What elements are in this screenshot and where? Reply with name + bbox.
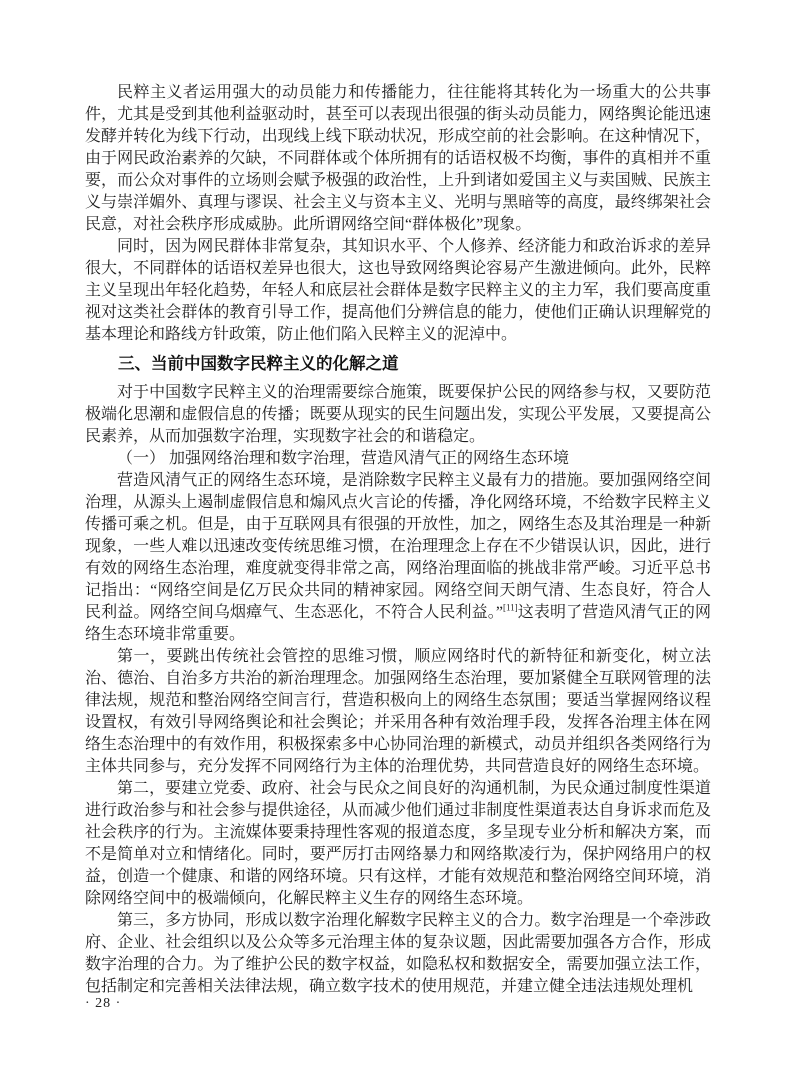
subsection-heading: （一） 加强网络治理和数字治理，营造风清气正的网络生态环境 (117, 450, 570, 467)
paragraph-populist-mobilization: 民粹主义者运用强大的动员能力和传播能力，往往能将其转化为一场重大的公共事件，尤其是受到其他利益驱动时，甚至可以表现出很强的街头动员能力，网络舆论能迅速发酵并转化为线下行动，出现线上线下联动状况，形成空前的社会影响。在这种情况下，由于网民政治素养的欠缺，不同群体或个体所拥有的话语权极不均衡，事件的真相并不重要，而公众对事件的立场则会赋予极强的政治性，上升到诸如爱国主义与卖国贼、民族主义与崇洋媚外、真理与谬误、社会主义与资本主义、光明与黑暗等的高度，最终绑架社会民意，对社会秩序形成威胁。此所谓网络空间“群体极化”现象。 (85, 84, 711, 233)
paragraph-network-ecology (85, 470, 711, 646)
paragraph-point-three: 第三，多方协同，形成以数字治理化解数字民粹主义的合力。数字治理是一个牵涉政府、企业、社会组织以及公众等多元治理主体的复杂议题，因此需要加强各方合作，形成数字治理的合力。为了维护公民的数字权益，如隐私权和数据安全，需要加强立法工作，包括制定和完善相关法律法规，确立数字技术的使用规范，并建立健全违法违规处理机 (85, 912, 711, 995)
paragraph-point-two: 第二，要建立党委、政府、社会与民众之间良好的沟通机制，为民众通过制度性渠道进行政治参与和社会参与提供途径，从而减少他们通过非制度性渠道表达自身诉求而危及社会秩序的行为。主流媒体要秉持理性客观的报道态度，多呈现专业分析和解决方案，而不是简单对立和情绪化。同时，要严厉打击网络暴力和网络欺凌行为，保护网络用户的权益，创造一个健康、和谐的网络环境。只有这样，才能有效规范和整治网络空间环境，消除网络空间中的极端倾向，化解民粹主义生存的网络生态环境。 (85, 780, 711, 907)
paragraph-netizen-complexity: 同时，因为网民群体非常复杂，其知识水平、个人修养、经济能力和政治诉求的差异很大，不同群体的话语权差异也很大，这也导致网络舆论容易产生激进倾向。此外，民粹主义呈现出年轻化趋势，年轻人和底层社会群体是数字民粹主义的主力军，我们要高度重视对这类社会群体的教育引导工作，提高他们分辨信息的能力，使他们正确认识理解党的基本理论和路线方针政策，防止他们陷入民粹主义的泥淖中。 (85, 238, 711, 343)
paragraph-point-one: 第一，要跳出传统社会管控的思维习惯，顺应网络时代的新特征和新变化，树立法治、德治、自治多方共治的新治理理念。加强网络生态治理，要加紧健全互联网管理的法律法规，规范和整治网络空间言行，营造积极向上的网络生态氛围；要适当掌握网络议程设置权，有效引导网络舆论和社会舆论；并采用各种有效治理手段，发挥各治理主体在网络生态治理中的有效作用，积极探索多中心协同治理的新模式，动员并组织各类网络行为主体共同参与，充分发挥不同网络行为主体的治理优势，共同营造良好的网络生态环境。 (85, 648, 711, 775)
paragraph-governance-overview: 对于中国数字民粹主义的治理需要综合施策，既要保护公民的网络参与权，又要防范极端化思潮和虚假信息的传播；既要从现实的民生问题出发，实现公平发展，又要提高公民素养，从而加强数字治理，实现数字社会的和谐稳定。 (85, 384, 711, 445)
paragraph-text-after-ref: 这表明了营造风清气正的网络生态环境非常重要。 (85, 604, 711, 643)
page-content (85, 82, 711, 998)
paragraph-text-before-ref: 营造风清气正的网络生态环境，是消除数字民粹主义最有力的措施。要加强网络空间治理，从源头上遏制虚假信息和煽风点火言论的传播，净化网络环境，不给数字民粹主义传播可乘之机。但是，由于互联网具有很强的开放性，加之，网络生态及其治理是一种新现象，一些人难以迅速改变传统思维习惯，在治理理念上存在不少错误认识，因此，进行有效的网络生态治理，难度就变得非常之高，网络治理面临的挑战非常严峻。习近平总书记指出：“网络空间是亿万民众共同的精神家园。网络空间天朗气清、生态良好，符合人民利益。网络空间乌烟瘴气、生态恶化，不符合人民利益。” (85, 472, 711, 621)
footnote-reference: [11] (502, 602, 518, 613)
page-number: · 28 · (85, 996, 122, 1011)
section-heading: 三、当前中国数字民粹主义的化解之道 (118, 355, 399, 373)
